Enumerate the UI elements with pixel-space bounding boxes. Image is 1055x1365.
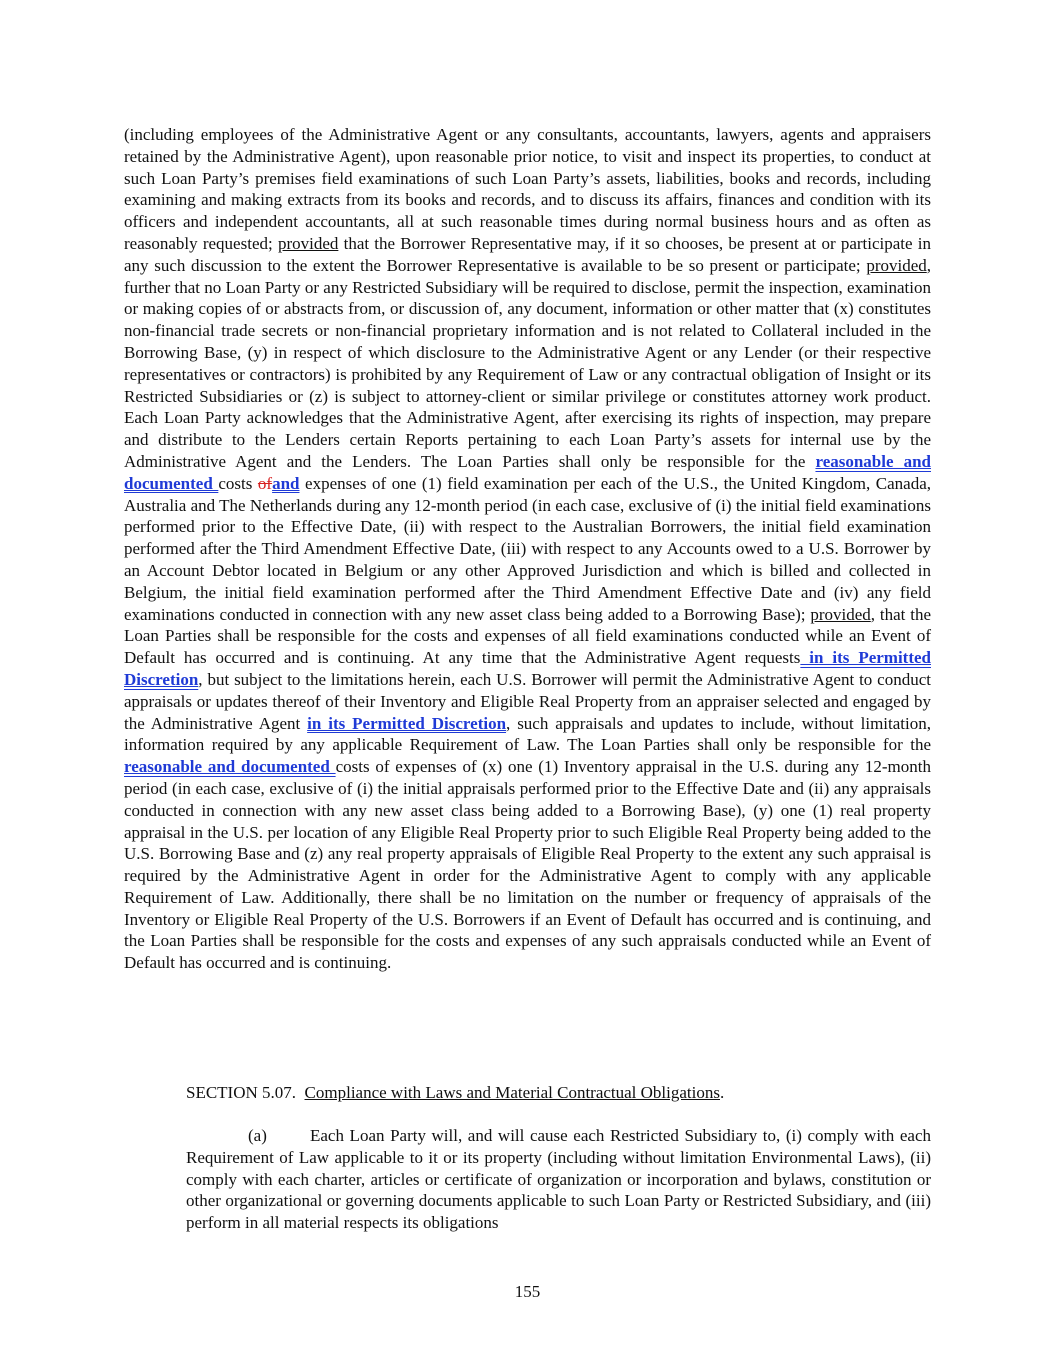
text-run: (including employees of the Administrative Agent or any consultants, accountants, lawyers, agents and appraisers retained by the Administrative Agent), upon reasonable prior notice, to visit and inspect its properties, to conduct at such Loan Party’s premises field examinations of such Loan Party’s assets, liabilities, books and records, including examining and making extracts from its books and records, and to discuss its affairs, finances and condition with its officers and independent accountants, all at such reasonable times during normal business hours and as often as reasonably requested;: [124, 125, 931, 253]
text-run: , such appraisals and updates to include, without limitation, information required by any applicable Requirement of Law. The Loan Parties shall only be responsible for the: [124, 713, 931, 755]
inserted-text: reasonable and documented: [124, 757, 336, 777]
inserted-text: and: [272, 473, 300, 493]
text-run: costs of expenses of (x) one (1) Inventory appraisal in the U.S. during any 12-month period (in each case, exclusive of (i) the initial appraisals performed prior to the Effective Date and (ii) any appraisals conducted in connection with any new asset class being added to a Borrowing Base), (y) one (1) real property appraisal in the U.S. per location of any Eligible Real Property prior to such Eligible Real Property being added to the U.S. Borrowing Base and (z) any real property appraisals of Eligible Real Property to the extent any such appraisal is required by the Administrative Agent in order for the Administrative Agent to comply with any applicable Requirement of Law. Additionally, there shall be no limitation on the number or frequency of appraisals of the Inventory or Eligible Real Property of the U.S. Borrowers if an Event of Default has occurred and is continuing, and the Loan Parties shall be responsible for the costs and expenses of any such appraisals conducted while an Event of Default has occurred and is continuing.: [124, 757, 932, 973]
inserted-text: in its Permitted Discretion: [307, 713, 507, 733]
body-paragraph: [124, 124, 931, 974]
section-number: SECTION 5.07.: [186, 1083, 297, 1102]
text-run: expenses of one (1) field examination per each of the U.S., the United Kingdom, Canada, Australia and The Netherlands during any 12-month period (in each case, exclusive of (i) the initial field examinations performed prior to the Effective Date, (ii) with respect to the Australian Borrowers, the initial field examination performed after the Third Amendment Effective Date, (iii) with respect to any Accounts owed to a U.S. Borrower by an Account Debtor located in Belgium or any other Approved Jurisdiction and which is billed and collected in Belgium, the initial field examination performed after the Third Amendment Effective Date and (iv) any field examinations conducted in connection with any new asset class being added to a Borrowing Base);: [124, 473, 931, 624]
text-run: that the Borrower Representative may, if it so chooses, be present at or participate in any such discussion to the extent the Borrower Representative is available to be so present or participate;: [124, 233, 932, 275]
provided-term: provided: [866, 255, 927, 275]
text-run: , but subject to the limitations herein, each U.S. Borrower will permit the Administrative Agent to conduct appraisals or updates thereof of their Inventory and Eligible Real Property from an appraiser selected and engaged by the Administrative Agent: [124, 669, 931, 733]
section-heading: [124, 1082, 931, 1104]
section-heading-line: [124, 1082, 931, 1104]
text-run: , that the Loan Parties shall be responsible for the costs and expenses of all field examinations conducted while an Event of Default has occurred and is continuing. At any time that the Administrative Agent requests: [124, 604, 931, 668]
provided-term: provided: [277, 233, 339, 253]
provided-term: provided: [810, 604, 871, 624]
paragraph-text: [124, 124, 931, 974]
text-run: costs: [218, 473, 258, 493]
text-run: , further that no Loan Party or any Restricted Subsidiary will be required to disclose, permit the inspection, examination or making copies of or abstracts from, or discussion of, any document, information or other matter that (x) constitutes non-financial trade secrets or non-financial proprietary information and is not related to Collateral included in the Borrowing Base, (y) in respect of which disclosure to the Administrative Agent or any Lender (or their respective representatives or contractors) is prohibited by any Requirement of Law or any contractual obligation of Insight or its Restricted Subsidiaries or (z) is subject to attorney-client or similar privilege or constitutes attorney work product. Each Loan Party acknowledges that the Administrative Agent, after exercising its rights of inspection, may prepare and distribute to the Lenders certain Reports pertaining to each Loan Party’s assets for internal use by the Administrative Agent and the Lenders. The Loan Parties shall only be responsible for the: [124, 255, 931, 471]
inserted-text: reasonable and documented: [124, 451, 931, 493]
subsection-a: [186, 1125, 931, 1234]
inserted-text: in its Permitted Discretion: [124, 648, 931, 689]
deleted-text: of: [257, 473, 273, 493]
page-number: 155: [514, 1282, 541, 1301]
subsection-text: Each Loan Party will, and will cause each Restricted Subsidiary to, (i) comply with each Requirement of Law applicable to it or its property (including without limitation Environmental Laws), (ii) comply with each charter, articles or certificate of organization or incorporation and bylaws, constitution or other organizational or governing documents applicable to such Loan Party or Restricted Subsidiary, and (iii) perform in all material respects its obligations: [186, 1126, 931, 1233]
section-title-period: .: [720, 1083, 725, 1102]
section-title: Compliance with Laws and Material Contractual Obligations: [304, 1083, 720, 1102]
subsection-label: (a): [248, 1126, 267, 1145]
